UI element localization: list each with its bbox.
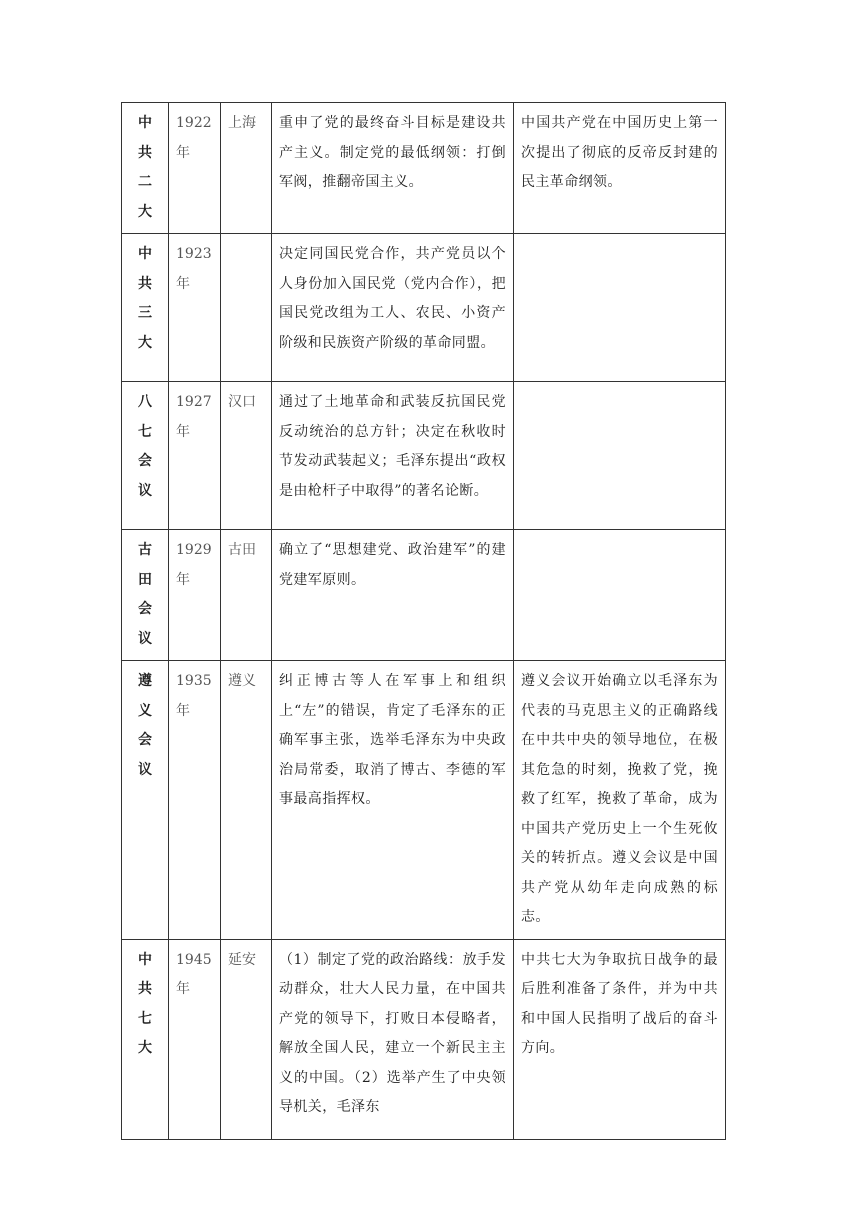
event-place: 延安 [221, 939, 272, 1139]
event-significance: 中共七大为争取抗日战争的最后胜利准备了条件，并为中共和中国人民指明了战后的奋斗方向。 [514, 939, 726, 1139]
event-place: 遵义 [221, 661, 272, 940]
event-year-cell [169, 530, 221, 661]
event-content: 决定同国民党合作，共产党员以个人身份加入国民党（党内合作），把国民党改组为工人、农民、小资产阶级和民族资产阶级的革命同盟。 [272, 234, 514, 382]
event-place [221, 234, 272, 382]
table-row [122, 382, 726, 530]
event-year-unit: 年 [176, 275, 190, 292]
event-content: （1）制定了党的政治路线：放手发动群众，壮大人民力量，在中国共产党的领导下，打败日本侵略者，解放全国人民，建立一个新民主主义的中国。（2）选举产生了中央领导机关，毛泽东 [272, 939, 514, 1139]
event-place: 古田 [221, 530, 272, 661]
event-content: 确立了“思想建党、政治建军”的建党建军原则。 [272, 530, 514, 661]
event-name: 古田会议 [138, 542, 152, 647]
event-significance: 中国共产党在中国历史上第一次提出了彻底的反帝反封建的民主革命纲领。 [514, 103, 726, 234]
event-year-unit: 年 [176, 571, 190, 588]
event-year-cell [169, 939, 221, 1139]
event-significance: 遵义会议开始确立以毛泽东为代表的马克思主义的正确路线在中共中央的领导地位，在极其危急的时刻，挽救了党，挽救了红军，挽救了革命，成为中国共产党历史上一个生死攸关的转折点。遵义会议是中国共产党从幼年走向成熟的标志。 [514, 661, 726, 940]
event-name-cell [122, 234, 169, 382]
event-name: 八七会议 [138, 394, 152, 499]
table-row [122, 234, 726, 382]
event-year-cell [169, 661, 221, 940]
event-name-cell [122, 530, 169, 661]
table-row [122, 530, 726, 661]
event-content: 通过了土地革命和武装反抗国民党反动统治的总方针；决定在秋收时节发动武装起义；毛泽东提出“政权是由枪杆子中取得”的著名论断。 [272, 382, 514, 530]
event-name: 中共七大 [138, 951, 152, 1056]
event-year-cell [169, 234, 221, 382]
event-year: 1927 [176, 394, 212, 410]
event-year: 1929 [176, 542, 212, 558]
event-year: 1923 [176, 246, 212, 262]
event-year: 1935 [176, 673, 212, 689]
event-significance [514, 382, 726, 530]
event-place: 上海 [221, 103, 272, 234]
event-significance [514, 530, 726, 661]
event-year: 1922 [176, 115, 212, 131]
event-name-cell [122, 103, 169, 234]
event-content: 重申了党的最终奋斗目标是建设共产主义。制定党的最低纲领：打倒军阀，推翻帝国主义。 [272, 103, 514, 234]
event-name-cell [122, 939, 169, 1139]
event-year-cell [169, 103, 221, 234]
table-row [122, 939, 726, 1139]
event-name-cell [122, 382, 169, 530]
history-events-table [121, 102, 726, 1140]
event-place: 汉口 [221, 382, 272, 530]
event-name-cell [122, 661, 169, 940]
event-content: 纠正博古等人在军事上和组织上“左”的错误，肯定了毛泽东的正确军事主张，选举毛泽东为中央政治局常委，取消了博古、李德的军事最高指挥权。 [272, 661, 514, 940]
event-significance [514, 234, 726, 382]
event-year-cell [169, 382, 221, 530]
table-row [122, 661, 726, 940]
event-year-unit: 年 [176, 702, 190, 719]
event-name: 遵义会议 [138, 673, 152, 778]
event-year-unit: 年 [176, 981, 190, 997]
event-year-unit: 年 [176, 423, 190, 440]
event-year-unit: 年 [176, 144, 190, 161]
event-name: 中共二大 [138, 115, 152, 220]
event-name: 中共三大 [138, 246, 152, 351]
event-year: 1945 [176, 951, 212, 968]
table-row [122, 103, 726, 234]
